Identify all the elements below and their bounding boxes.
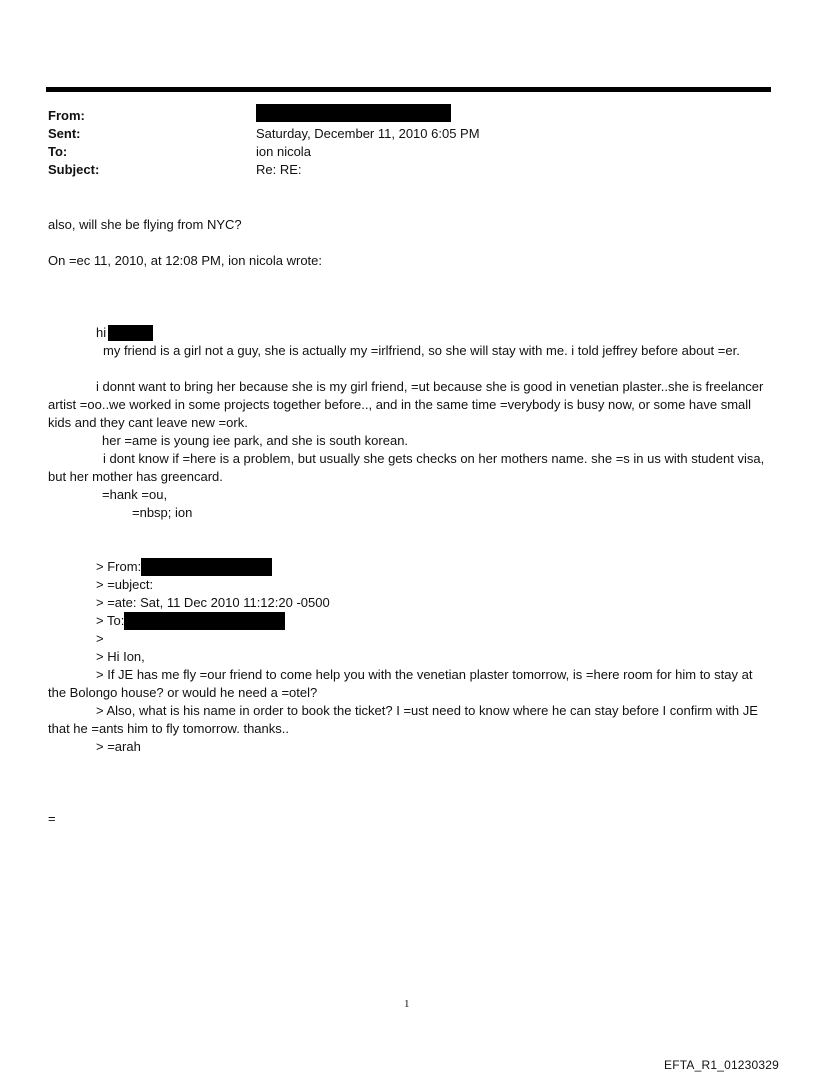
subject-value: Re: RE: bbox=[256, 162, 302, 177]
quoted-from-line bbox=[96, 558, 272, 576]
trailer-line: = bbox=[48, 811, 56, 826]
quoted-date-line: > =ate: Sat, 11 Dec 2010 11:12:20 -0500 bbox=[96, 595, 330, 610]
quoted-greeting-line: > Hi Ion, bbox=[96, 649, 145, 664]
subject-label: Subject: bbox=[48, 162, 100, 177]
body-line-2: On =ec 11, 2010, at 12:08 PM, ion nicola wrote: bbox=[48, 253, 323, 268]
paragraph-4: i dont know if =here is a problem, but usually she gets checks on her mothers name. she =s in us with student visa, but her mother has greencard. bbox=[48, 451, 765, 484]
email-header bbox=[48, 107, 748, 179]
document-id: EFTA_R1_01230329 bbox=[664, 1058, 780, 1072]
quoted-from-label: > From: bbox=[96, 559, 142, 574]
page-number: 1 bbox=[404, 998, 410, 1010]
quoted-to-label: > To: bbox=[96, 613, 125, 628]
greeting-hi: hi bbox=[96, 325, 107, 340]
header-rule bbox=[46, 87, 771, 92]
to-label: To: bbox=[48, 144, 68, 159]
greeting-redaction bbox=[108, 325, 153, 341]
from-label: From: bbox=[48, 108, 85, 123]
signature-line: =nbsp; ion bbox=[132, 505, 193, 520]
quoted-blank-line: > bbox=[96, 631, 104, 646]
paragraph-2: i donnt want to bring her because she is my girl friend, =ut because she is good in venetian plaster..she is freelancer artist =oo..we worked in some projects together before.., and in the same time =verybody is busy now, or some have small kids and they cant leave new =ork. bbox=[48, 379, 764, 430]
quoted-from-redaction bbox=[141, 558, 272, 576]
sent-row bbox=[48, 125, 748, 143]
quoted-paragraph-1: > If JE has me fly =our friend to come help you with the venetian plaster tomorrow, is =here room for him to stay at the Bolongo house? or would he need a =otel? bbox=[48, 667, 753, 700]
quoted-signature-line: > =arah bbox=[96, 739, 141, 754]
sent-value: Saturday, December 11, 2010 6:05 PM bbox=[256, 126, 480, 141]
paragraph-1: my friend is a girl not a guy, she is actually my =irlfriend, so she will stay with me. i told jeffrey before about =er. bbox=[103, 343, 740, 358]
quoted-to-redaction bbox=[124, 612, 285, 630]
to-value: ion nicola bbox=[256, 144, 311, 159]
quoted-subject-line: > =ubject: bbox=[96, 577, 154, 592]
from-row bbox=[48, 107, 748, 125]
quoted-paragraph-2: > Also, what is his name in order to book the ticket? I =ust need to know where he can stay before I confirm with JE that he =ants him to fly tomorrow. thanks.. bbox=[48, 703, 758, 736]
greeting-line bbox=[96, 324, 153, 342]
quoted-to-line bbox=[96, 612, 285, 630]
thanks-line: =hank =ou, bbox=[102, 487, 168, 502]
body-line-1: also, will she be flying from NYC? bbox=[48, 217, 242, 232]
to-row bbox=[48, 143, 748, 161]
subject-row bbox=[48, 161, 748, 179]
from-redaction bbox=[256, 104, 451, 122]
paragraph-3: her =ame is young iee park, and she is south korean. bbox=[102, 433, 409, 448]
sent-label: Sent: bbox=[48, 126, 81, 141]
